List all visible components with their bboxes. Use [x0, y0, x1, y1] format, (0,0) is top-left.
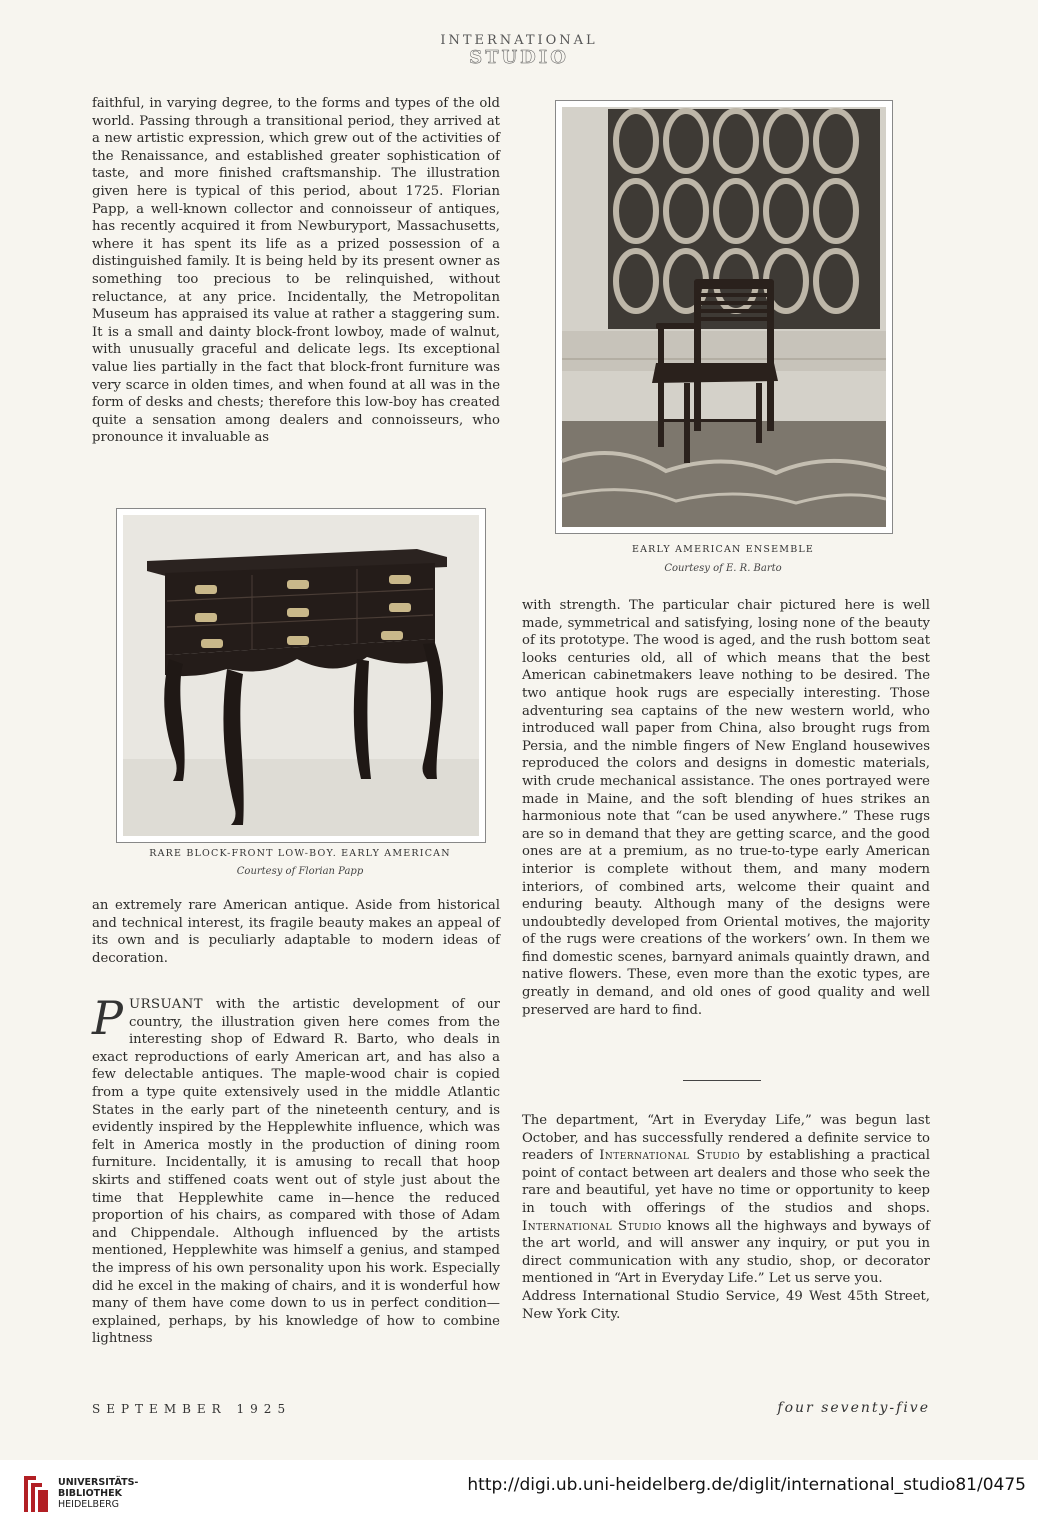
- paragraph-rare-antique: an extremely rare American antique. Aside from historical and technical interest, its fragile beauty makes an appeal of its own and is peculiarly adaptable to modern ideas of decoration.: [92, 898, 500, 966]
- department-text-b: by establishing a practical point of contact between art dealers and those who seek the rare and beautiful, yet have no time or opportunity to keep in touch with offerings of the studios and shops.: [522, 1148, 930, 1216]
- source-url-link[interactable]: http://digi.ub.uni-heidelberg.de/diglit/international_studio81/0475: [467, 1475, 1026, 1495]
- magazine-name-1: International Studio: [599, 1148, 741, 1164]
- paragraph-address: Address International Studio Service, 49 West 45th Street, New York City.: [522, 1288, 930, 1322]
- right-column-top: [522, 597, 930, 1019]
- library-line3: HEIDELBERG: [58, 1499, 120, 1510]
- chair-ensemble-illustration: [556, 101, 892, 533]
- digitization-bar: [0, 1460, 1038, 1539]
- library-line1: UNIVERSITÄTS-: [58, 1477, 139, 1488]
- paragraph-department: [522, 1112, 930, 1288]
- drop-cap: P: [92, 991, 123, 1045]
- paragraph-pursuant: [92, 991, 500, 1348]
- footer-page-number: four seventy-five: [777, 1400, 930, 1416]
- lowboy-photo: [116, 508, 486, 843]
- masthead-line2: STUDIO: [469, 47, 569, 68]
- chair-credit: Courtesy of E. R. Barto: [664, 563, 782, 574]
- pursuant-text: with the artistic development of our country, the illustration given here comes from the interesting shop of Edward R. Barto, who deals in exact reproductions of early American art, and has also a few delectable antiques. The maple-wood chair is copied from a type quite extensively used in the middle Atlantic States in the early part of the nineteenth century, and is evidently inspired by the Hepplewhite influence, which was felt in America mostly in the production of dining room furniture. Incidentally, it is amusing to recall that hoop skirts and stiffened coats went out of style just about the time that Hepplewhite came in—hence the reduced proportion of his chairs, as compared with those of Adam and Chippendale. Although influenced by the artists mentioned, Hepplewhite was himself a genius, and stamped the impress of his own personality upon his work. Especially did he excel in the making of chairs, and it is wonderful how many of them have come down to us in perfect condition—explained, perhaps, by his knowledge of how to combine lightness: [92, 997, 500, 1347]
- lowboy-credit: Courtesy of Florian Papp: [236, 866, 364, 877]
- left-column-middle: [92, 897, 500, 967]
- masthead: [0, 34, 1038, 68]
- chair-photo: [555, 100, 893, 534]
- footer-date: SEPTEMBER 1925: [92, 1402, 292, 1416]
- library-name: [58, 1477, 138, 1510]
- right-column-department: [522, 1112, 930, 1323]
- masthead-line1: INTERNATIONAL: [440, 33, 598, 48]
- library-logo-icon: [22, 1474, 50, 1514]
- library-line2: BIBLIOTHEK: [58, 1488, 122, 1499]
- paragraph-intro: faithful, in varying degree, to the forms and types of the old world. Passing through a transitional period, they arrived at a new artistic expression, which grew out of the activities of the Renaissance, and established greater sophistication of taste, and more finished craftsmanship. The illustration given here is typical of this period, about 1725. Florian Papp, a well-known collector and connoisseur of antiques, has recently acquired it from Newburyport, Massachusetts, where it has spent its life as a prized possession of a distinguished family. It is being held by its present owner as something too precious to be relinquished, without reluctance, at any price. Incidentally, the Metropolitan Museum has appraised its value at rather a staggering sum. It is a small and dainty block-front lowboy, made of walnut, with unusually graceful and delicate legs. Its exceptional value lies partially in the fact that block-front furniture was very scarce in olden times, and when found at all was in the form of desks and chests; therefore this low-boy has created quite a sensation among dealers and connoisseurs, who pronounce it invaluable as: [92, 96, 500, 446]
- left-column-top: [92, 95, 500, 447]
- department-text-c: knows all the highways and byways of the art world, and will answer any inquiry, or put you in direct communication with any studio, shop, or decorator mentioned in “Art in Everyday Life.” Let us serve you.: [522, 1218, 930, 1287]
- left-column-bottom: [92, 991, 500, 1348]
- department-text-a: The department, “Art in Everyday Life,” was begun last October, and has successfully rendered a definite service to readers of: [522, 1113, 930, 1164]
- paragraph-chair-rugs: with strength. The particular chair pictured here is well made, symmetrical and satisfying, losing none of the beauty of its prototype. The wood is aged, and the rush bottom seat looks centuries old, all of which means that the best American cabinetmakers leave nothing to be desired. The two antique hook rugs are especially interesting. Those adventuring sea captains of the new western world, who introduced wall paper from China, also brought rugs from Persia, and the nimble fingers of New England housewives reproduced the colors and designs in domestic materials, with crude mechanical assistance. The ones portrayed were made in Maine, and the soft blending of hues strikes an harmonious note that “can be used anywhere.” These rugs are so in demand that they are getting scarce, and the good ones are at a premium, as no true-to-type early American interior is complete without them, and many modern interiors, of combined arts, welcome their quaint and enduring beauty. Although many of the designs were undoubtedly developed from Oriental motives, the majority of the rugs were creations of the workers’ own. In them we find domestic scenes, barnyard animals quaintly drawn, and native flowers. These, even more than the exotic types, are greatly in demand, and old ones of good quality and well preserved are hard to find.: [522, 598, 930, 1018]
- section-divider: [683, 1080, 761, 1081]
- lowboy-illustration: [117, 509, 485, 842]
- magazine-name-2: International Studio: [522, 1218, 662, 1234]
- chair-caption: EARLY AMERICAN ENSEMBLE: [631, 544, 815, 555]
- pursuant-first-word: URSUANT: [128, 997, 204, 1012]
- lowboy-caption: RARE BLOCK-FRONT LOW-BOY. EARLY AMERICAN: [149, 848, 451, 859]
